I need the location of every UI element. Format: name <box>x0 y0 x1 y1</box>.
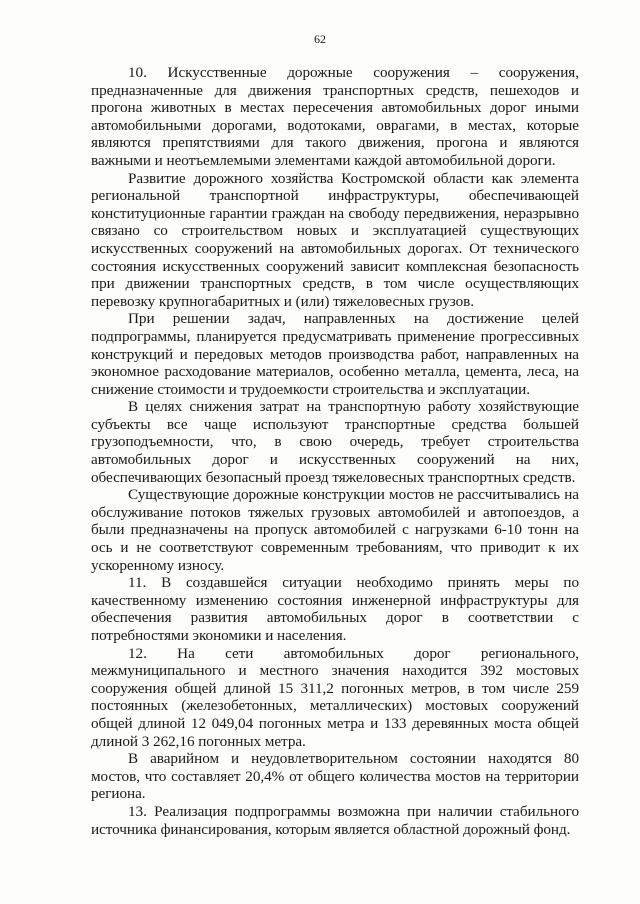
page-number: 62 <box>314 32 326 46</box>
document-body <box>91 64 579 838</box>
paragraph-10-definition: 10. Искусственные дорожные сооружения – сооружения, предназначенные для движения транспортных средств, пешеходов и прогона животных в местах пересечения автомобильных дорог иными автомобильными дорогами, водотоками, оврагами, в местах, которые являются препятствиями для такого движения, прогона и являются важными и неотъемлемыми элементами каждой автомобильной дороги. <box>91 64 579 169</box>
paragraph-13-financing: 13. Реализация подпрограммы возможна при наличии стабильного источника финансирования, которым является областной дорожный фонд. <box>91 802 579 838</box>
paragraph-11-measures: 11. В создавшейся ситуации необходимо принять меры по качественному изменению состояния инженерной инфраструктуры для обеспечения развития автомобильных дорог в соответствии с потребностями экономики и населения. <box>91 574 579 644</box>
paragraph-emergency-bridges: В аварийном и неудовлетворительном состоянии находятся 80 мостов, что составляет 20,4% от общего количества мостов на территории региона. <box>91 750 579 803</box>
paragraph-development: Развитие дорожного хозяйства Костромской области как элемента региональной транспортной инфраструктуры, обеспечивающей конституционные гарантии граждан на свободу передвижения, неразрывно связано со строительством новых и эксплуатацией существующих искусственных сооружений на автомобильных дорогах. От технического состояния искусственных сооружений зависит комплексная безопасность при движении транспортных средств, в том числе осуществляющих перевозку крупногабаритных и (или) тяжеловесных грузов. <box>91 169 579 310</box>
paragraph-12-bridge-stats: 12. На сети автомобильных дорог регионального, межмуниципального и местного значения находится 392 мостовых сооружения общей длиной 15 311,2 погонных метров, в том числе 259 постоянных (железобетонных, металлических) мостовых сооружений общей длиной 12 049,04 погонных метра и 133 деревянных моста общей длиной 3 262,16 погонных метра. <box>91 644 579 750</box>
paragraph-cost-reduction: В целях снижения затрат на транспортную работу хозяйствующие субъекты все чаще используют транспортные средства большей грузоподъемности, что, в свою очередь, требует строительства автомобильных дорог и искусственных сооружений на них, обеспечивающих безопасный проезд тяжеловесных транспортных средств. <box>91 398 579 486</box>
paragraph-existing-bridges: Существующие дорожные конструкции мостов не рассчитывались на обслуживание потоков тяжелых грузовых автомобилей и автопоездов, а были предназначены на пропуск автомобилей с нагрузками 6-10 тонн на ось и не соответствуют современным требованиям, что приводит к их ускоренному износу. <box>91 486 579 574</box>
paragraph-tasks: При решении задач, направленных на достижение целей подпрограммы, планируется предусматривать применение прогрессивных конструкций и передовых методов производства работ, направленных на экономное расходование материалов, особенно металла, цемента, леса, на снижение стоимости и трудоемкости строительства и эксплуатации. <box>91 310 579 398</box>
